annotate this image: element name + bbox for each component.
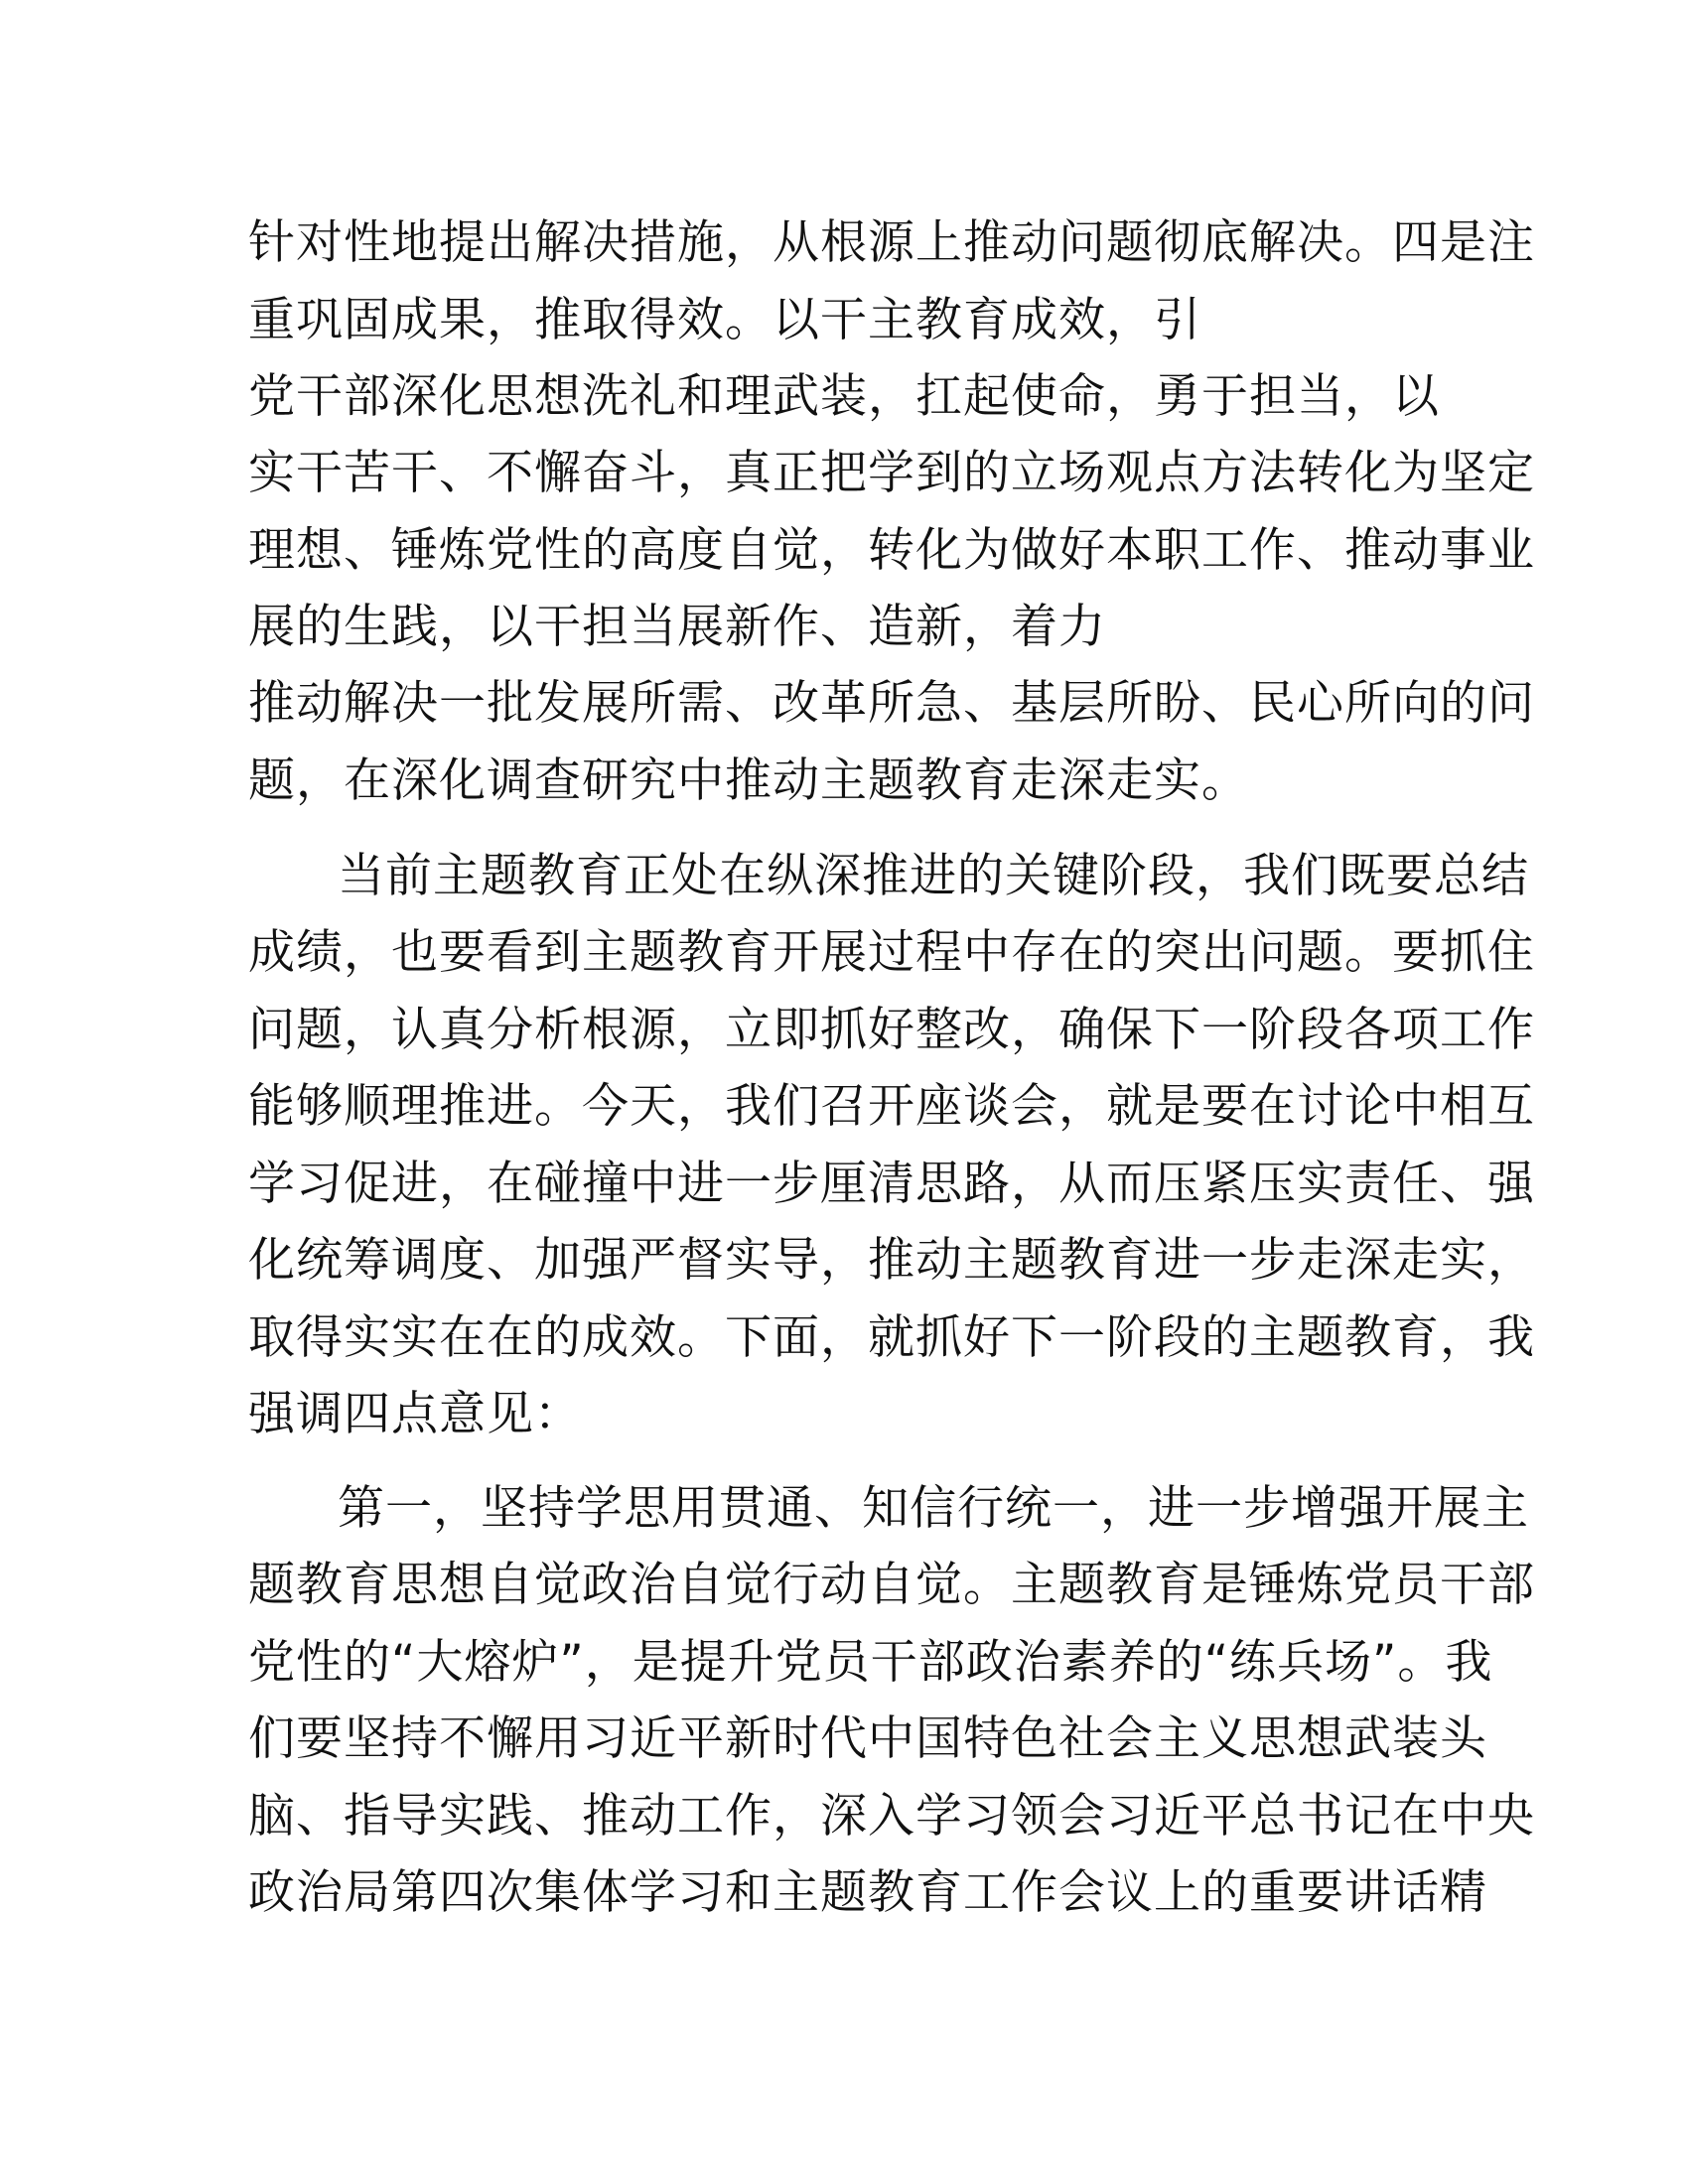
text-line-7: 推动解决一批发展所需、改革所急、基层所盼、民心所向的问 xyxy=(248,676,1535,731)
text-line-16: 强调四点意见： xyxy=(248,1387,582,1441)
text-line-3: 党干部深化思想洗礼和理武装，扛起使命，勇于担当，以 xyxy=(248,369,1440,424)
text-line-22: 政治局第四次集体学习和主题教育工作会议上的重要讲话精 xyxy=(248,1865,1487,1920)
text-line-19: 党性的“大熔炉”，是提升党员干部政治素养的“练兵场”。我 xyxy=(248,1635,1493,1690)
text-line-9: 当前主题教育正处在纵深推进的关键阶段，我们既要总结 xyxy=(338,849,1529,903)
text-line-20: 们要坚持不懈用习近平新时代中国特色社会主义思想武装头 xyxy=(248,1711,1487,1766)
text-line-2: 重巩固成果，推取得效。以干主教育成效，引 xyxy=(248,293,1201,347)
text-line-13: 学习促进，在碰撞中进一步厘清思路，从而压紧压实责任、强 xyxy=(248,1157,1535,1211)
text-line-10: 成绩，也要看到主题教育开展过程中存在的突出问题。要抓住 xyxy=(248,925,1535,980)
text-line-6: 展的生践，以干担当展新作、造新，着力 xyxy=(248,600,1106,654)
text-line-18: 题教育思想自觉政治自觉行动自觉。主题教育是锤炼党员干部 xyxy=(248,1558,1535,1612)
text-line-11: 问题，认真分析根源，立即抓好整改，确保下一阶段各项工作 xyxy=(248,1003,1535,1057)
text-line-17: 第一，坚持学思用贯通、知信行统一，进一步增强开展主 xyxy=(338,1481,1529,1536)
text-line-15: 取得实实在在的成效。下面，就抓好下一阶段的主题教育，我 xyxy=(248,1310,1535,1365)
text-line-8: 题，在深化调查研究中推动主题教育走深走实。 xyxy=(248,753,1249,808)
text-line-1: 针对性地提出解决措施，从根源上推动问题彻底解决。四是注 xyxy=(248,215,1535,270)
text-line-21: 脑、指导实践、推动工作，深入学习领会习近平总书记在中央 xyxy=(248,1789,1535,1843)
text-line-14: 化统筹调度、加强严督实导，推动主题教育进一步走深走实， xyxy=(248,1233,1535,1288)
text-line-5: 理想、锤炼党性的高度自觉，转化为做好本职工作、推动事业 xyxy=(248,523,1535,578)
text-line-4: 实干苦干、不懈奋斗，真正把学到的立场观点方法转化为坚定 xyxy=(248,446,1535,500)
text-line-12: 能够顺理推进。今天，我们召开座谈会，就是要在讨论中相互 xyxy=(248,1079,1535,1134)
